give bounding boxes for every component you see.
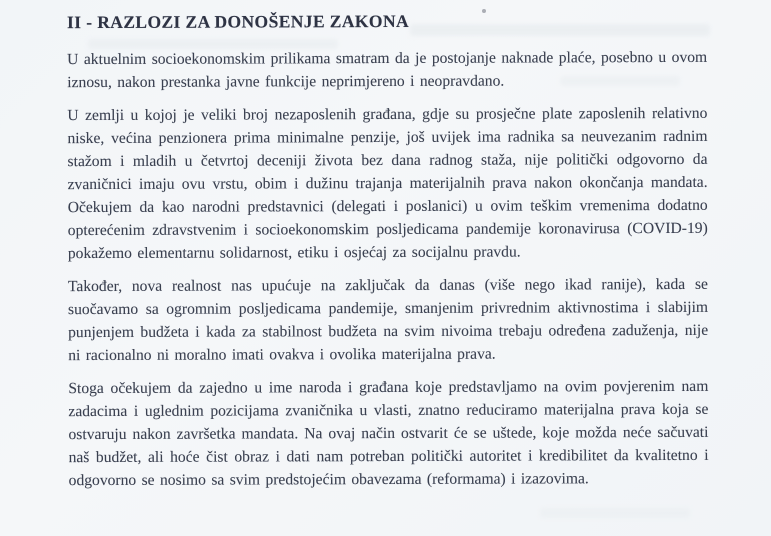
section-title: II - RAZLOZI ZA DONOŠENJE ZAKONA (67, 10, 410, 33)
document-body (67, 10, 709, 492)
bleedthrough-artifact (540, 508, 690, 518)
paragraph-2: U zemlji u kojoj je veliki broj nezaposlenih građana, gdje su prosječne plate zaposlenih relativno niske, većina penzionera prima minimalne penzije, još uvijek ima radnika sa neuvezanim radnim stažom i mladih u četvrtoj deceniji života bez dana radnog staža, nije politički odgovorno da zvaničnici imaju ovu vrstu, obim i dužinu trajanja materijalnih prava nakon okončanja mandata. Očekujem da kao narodni predstavnici (delegati i poslanici) u ovim teškim vremenima dodatno opterećenim zdravstvenim i socioekonomskim posljedicama pandemije koronavirusa (COVID-19) pokažemo elementarnu solidarnost, etiku i osjećaj za socijalnu pravdu. (67, 104, 708, 263)
paragraph-1: U aktuelnim socioekonomskim prilikama smatram da je postojanje naknade plaće, posebno u ovom iznosu, nakon prestanka javne funkcije neprimjereno i neopravdano. (67, 48, 708, 92)
paragraph-4: Stoga očekujem da zajedno u ime naroda i građana koje predstavljamo na ovim povjerenim nam zadacima i uglednim pozicijama zvaničnika u vlasti, znatno reduciramo materijalna prava koja se ostvaruju nakon završetka mandata. Na ovaj način ostvarit će se uštede, koje možda neće sačuvati naš budžet, ali hoće čist obraz i dati nam potreban politički autoritet i kredibilitet da kvalitetno i odgovorno se nosimo sa svim predstojećim obavezama (reformama) i izazovima. (68, 377, 709, 490)
paragraph-3: Također, nova realnost nas upućuje na zaključak da danas (više nego ikad ranije), kada se suočavamo sa ogromnim posljedicama pandemije, smanjenim privrednim aktivnostima i slabijim punjenjem budžeta i kada za stabilnost budžeta na svim nivoima trebaju određena zaduženja, nije ni racionalno ni moralno imati ovakva i ovolika materijalna prava. (67, 275, 709, 365)
